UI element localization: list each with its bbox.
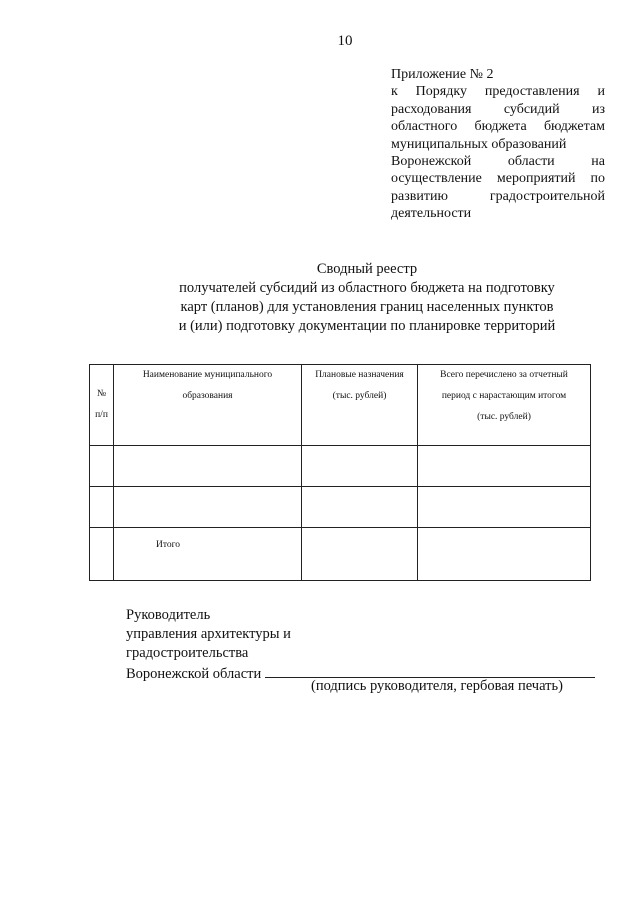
- appendix-line: осуществление мероприятий по: [391, 171, 605, 187]
- appendix-line: развитию градостроительной: [391, 188, 605, 204]
- table-cell: [90, 487, 114, 528]
- appendix-line: муниципальных образований: [391, 136, 567, 152]
- header-number: № п/п: [90, 365, 114, 446]
- table-cell: [114, 487, 302, 528]
- table-cell: [418, 528, 591, 581]
- header-municipality-name: Наименование муниципального образования: [114, 365, 302, 446]
- table-cell: [418, 487, 591, 528]
- signature-block: [126, 606, 595, 684]
- signature-caption: (подпись руководителя, гербовая печать): [311, 678, 563, 694]
- table-header-row: [90, 365, 591, 446]
- document-title-line: и (или) подготовку документации по планировке территорий: [178, 318, 556, 334]
- total-label: Итого: [114, 528, 302, 581]
- appendix-line: областного бюджета бюджетам: [391, 119, 605, 135]
- table-cell: [114, 446, 302, 487]
- table-row: [90, 446, 591, 487]
- signature-blank-line: [265, 663, 595, 678]
- table-row: [90, 487, 591, 528]
- signature-line: градостроительства: [126, 645, 249, 661]
- page-number: 10: [337, 33, 353, 49]
- table-cell: [418, 446, 591, 487]
- table-total-row: [90, 528, 591, 581]
- appendix-line: расходования субсидий из: [391, 101, 605, 117]
- signature-line: Руководитель: [126, 607, 211, 623]
- appendix-line: деятельности: [391, 206, 472, 222]
- table-cell: [90, 528, 114, 581]
- appendix-title: Приложение № 2: [391, 67, 494, 82]
- appendix-line: к Порядку предоставления и: [391, 84, 605, 100]
- document-heading: Сводный реестр: [316, 261, 418, 277]
- signature-line: управления архитектуры и: [126, 626, 291, 642]
- table-cell: [302, 528, 418, 581]
- appendix-block: [391, 66, 605, 223]
- table-cell: [90, 446, 114, 487]
- appendix-line: Воронежской области на: [391, 154, 605, 170]
- table-cell: [302, 487, 418, 528]
- document-title-line: карт (планов) для установления границ населенных пунктов: [180, 299, 554, 315]
- registry-table: [89, 364, 591, 581]
- document-title-line: получателей субсидий из областного бюджета на подготовку: [179, 280, 555, 296]
- table-cell: [302, 446, 418, 487]
- document-title: [160, 260, 574, 336]
- header-transferred-total: Всего перечислено за отчетный период с нарастающим итогом (тыс. рублей): [418, 365, 591, 446]
- header-planned-amount: Плановые назначения (тыс. рублей): [302, 365, 418, 446]
- signature-region-label: Воронежской области: [126, 666, 262, 682]
